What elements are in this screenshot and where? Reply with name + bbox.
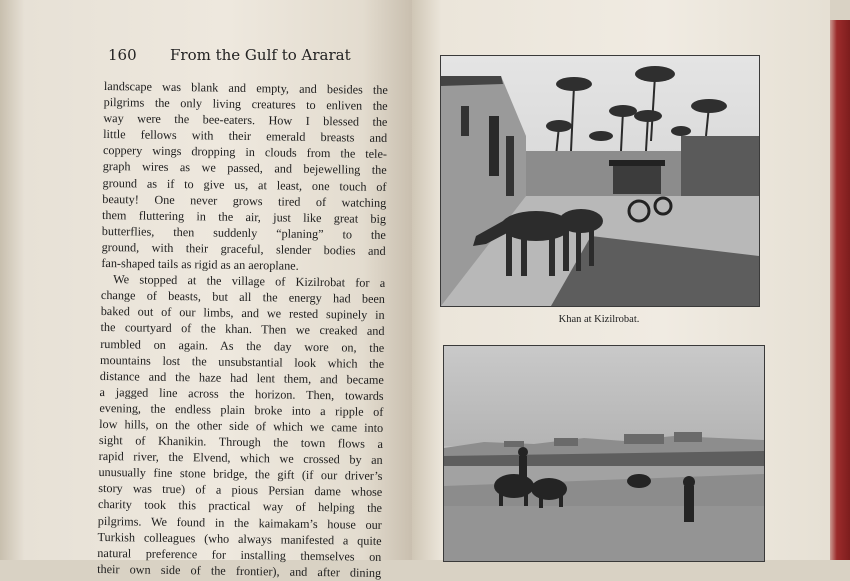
text-line: low hills, on the other side of which we came into: [99, 416, 384, 435]
text-line: distance and the haze had lent them, and became: [99, 368, 384, 387]
text-line: Turkish colleagues (who always manifested a quite: [97, 529, 382, 548]
photo-caption: Khan at Kizilrobat.: [558, 314, 640, 325]
text-line: them fluttering in the air, just like great big: [101, 207, 387, 226]
photo-field-with-oxen: [443, 345, 765, 562]
running-head: [108, 46, 408, 64]
text-line: ground, with their graceful, slender bodies and: [101, 239, 386, 258]
text-line: butterflies, then suddenly “planing” to the: [101, 223, 386, 242]
text-line: baked out of our limbs, and we rested supinely in: [100, 304, 385, 323]
text-line: natural preference for installing themselves on: [97, 545, 382, 564]
body-text: [97, 78, 388, 581]
text-line: evening, the endless plain broke into a ripple of: [99, 400, 384, 419]
text-line: a jagged line across the horizon. Then, towards: [99, 384, 384, 403]
text-line: unusually fine stone bridge, the gift (if our driver’s: [98, 465, 383, 484]
text-line: the courtyard of the khan. Then we creaked and: [100, 320, 385, 339]
text-line: ground as if to give us, at least, one touch of: [102, 175, 387, 194]
running-title: From the Gulf to Ararat: [170, 46, 351, 64]
text-line: little fellows with their emerald breasts and: [103, 127, 388, 146]
text-line: landscape was blank and empty, and besides the: [103, 78, 388, 97]
photo-khan-at-kizilrobat: [440, 55, 760, 307]
text-line: We stopped at the village of Kizilrobat for a: [113, 272, 386, 291]
text-line: pilgrims. We found in the kaimakam’s house our: [97, 513, 382, 532]
text-line: mountains lost the unsubstantial look which the: [99, 352, 385, 371]
text-line: pilgrims the only living creatures to enliven the: [103, 95, 388, 114]
text-line: coppery wings dropping in clouds from the tele-: [102, 143, 388, 162]
text-line: story was true) of a pious Persian dame whose: [98, 481, 383, 500]
page-number: 160: [108, 46, 137, 64]
text-line: sight of Khanikin. Through the town flows a: [98, 433, 384, 451]
text-line: fan-shaped tails as rigid as an aeroplane.: [101, 256, 299, 273]
text-line: way were the bee-eaters. How I blessed the: [103, 111, 388, 130]
text-line: rapid river, the Elvend, which we crossed by an: [98, 449, 383, 468]
text-line: rumbled on again. As the day wore on, the: [100, 336, 385, 355]
text-line: beauty! One never grows tired of watching: [102, 191, 387, 210]
text-line: their own side of the frontier), and after dining: [97, 561, 382, 580]
text-line: charity took this practical way of helping the: [97, 497, 383, 516]
text-line: change of beasts, but all the energy had been: [100, 288, 386, 307]
left-page: [0, 0, 413, 580]
text-line: graph wires as we passed, and bejewelling the: [102, 159, 387, 178]
